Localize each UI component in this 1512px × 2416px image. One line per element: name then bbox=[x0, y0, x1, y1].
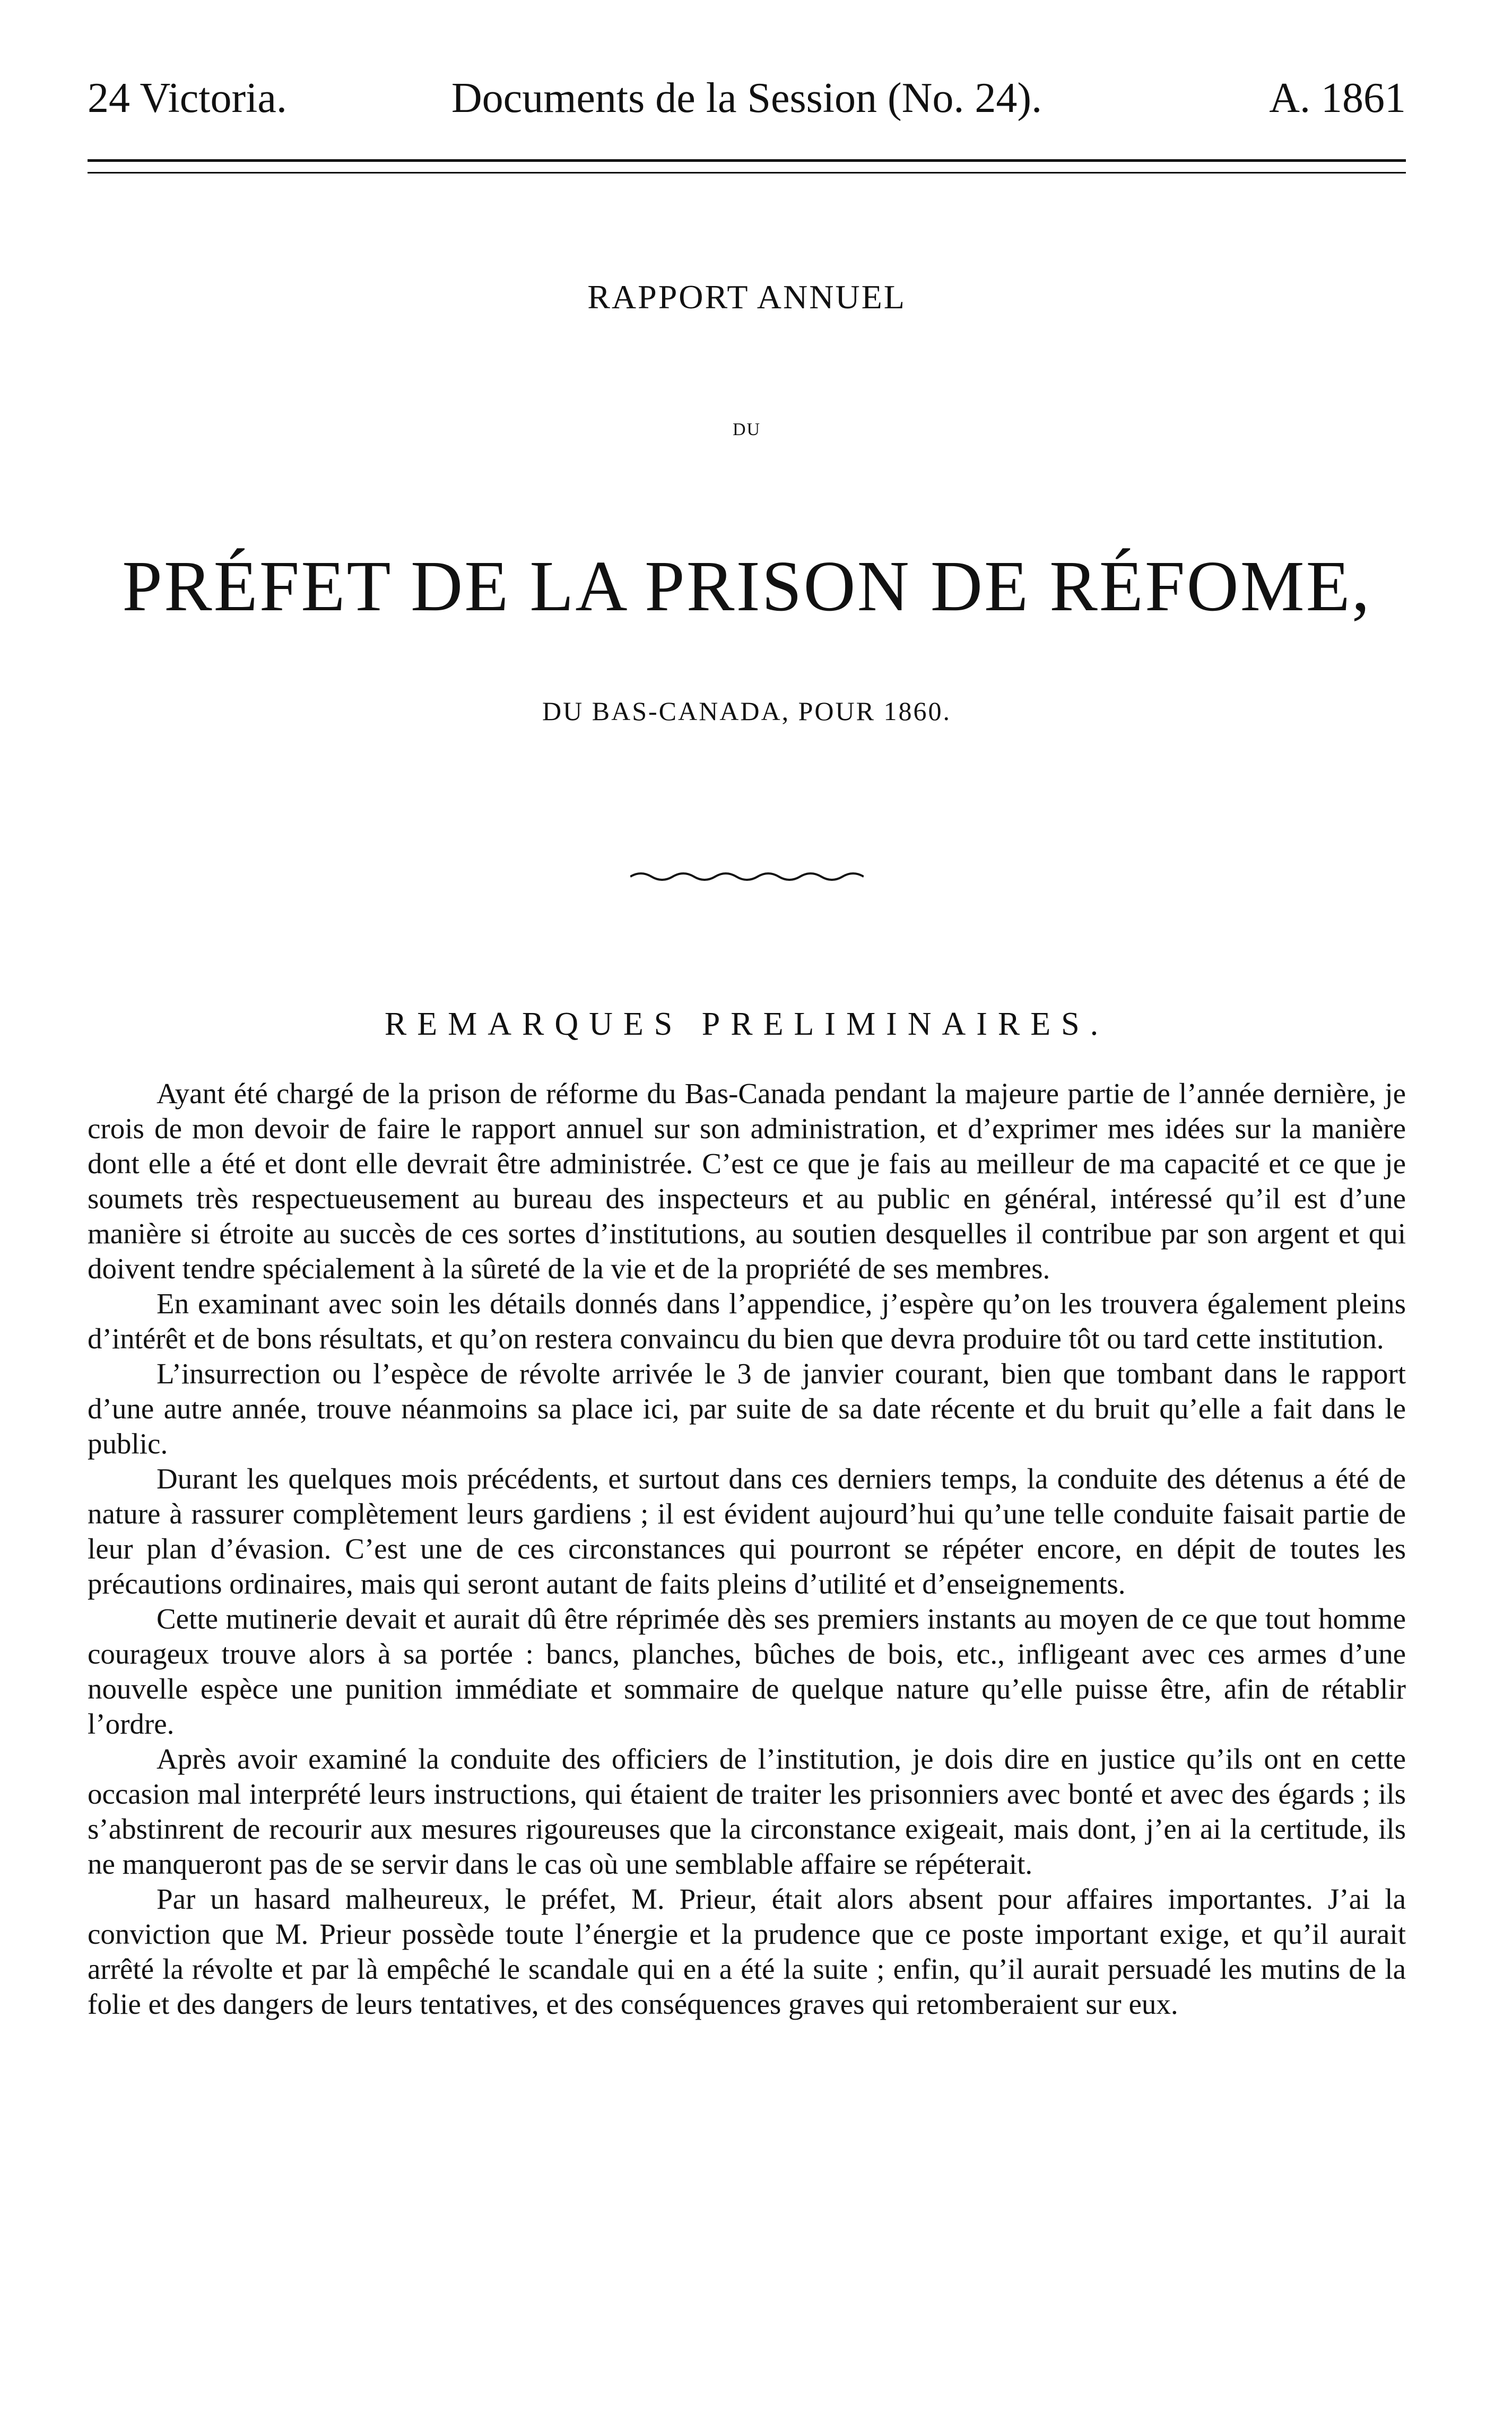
section-heading: REMARQUES PRELIMINAIRES. bbox=[384, 1006, 1109, 1042]
title-du: DU bbox=[732, 420, 761, 439]
paragraph: Par un hasard malheureux, le préfet, M. Prieur, était alors absent pour affaires importantes. J’ai la conviction que M. Prieur possède toute l’énergie et la prudence que ce poste important exige, et qu’il aurait arrêté la révolte et par là empêché le scandale qui en a été la suite ; enfin, qu’il aurait persuadé les mutins de la folie et des dangers de leurs tentatives, et des conséquences graves qui retomberaient sur eux. bbox=[88, 1883, 1406, 2020]
header-center: Documents de la Session (No. 24). bbox=[451, 75, 1042, 122]
wavy-line-icon bbox=[630, 870, 864, 883]
header-rule-thick bbox=[88, 159, 1406, 162]
paragraph: En examinant avec soin les détails donnés dans l’appendice, j’espère qu’on les trouvera également pleins d’intérêt et de bons résultats, et qu’on restera convaincu du bien que devra produire tôt ou tard cette institution. bbox=[88, 1287, 1406, 1355]
body-text bbox=[88, 1076, 1406, 2022]
title-sub: DU BAS-CANADA, POUR 1860. bbox=[542, 696, 951, 726]
header-right: A. 1861 bbox=[1269, 75, 1406, 122]
header-left: 24 Victoria. bbox=[88, 75, 287, 122]
paragraph: L’insurrection ou l’espèce de révolte arrivée le 3 de janvier courant, bien que tombant dans le rapport d’une autre année, trouve néanmoins sa place ici, par suite de sa date récente et du bruit qu’elle a fait dans le public. bbox=[88, 1357, 1406, 1460]
paragraph: Cette mutinerie devait et aurait dû être réprimée dès ses premiers instants au moyen de ce que tout homme courageux trouve alors à sa portée : bancs, planches, bûches de bois, etc., infligeant avec ces armes d’une nouvelle espèce une punition immédiate et sommaire de quelque nature qu’elle puisse être, afin de rétablir l’ordre. bbox=[88, 1603, 1406, 1740]
paragraph: Durant les quelques mois précédents, et surtout dans ces derniers temps, la conduite des détenus a été de nature à rassurer complètement leurs gardiens ; il est évident aujourd’hui qu’une telle conduite faisait partie de leur plan d’évasion. C’est une de ces circonstances qui pourront se répéter encore, en dépit de toutes les précautions ordinaires, mais qui seront autant de faits pleins d’utilité et d’enseignements. bbox=[88, 1462, 1406, 1600]
paragraph: Ayant été chargé de la prison de réforme du Bas-Canada pendant la majeure partie de l’année dernière, je crois de mon devoir de faire le rapport annuel sur son administration, et d’exprimer mes idées sur la manière dont elle a été et dont elle devrait être administrée. C’est ce que je fais au meilleur de ma capacité et ce que je soumets très respectueusement au bureau des inspecteurs et au public en général, intéressé qu’il est d’une manière si étroite au succès de ces sortes d’institutions, au soutien desquelles il contribue par son argent et qui doivent tendre spécialement à la sûreté de la vie et de la propriété de ses membres. bbox=[88, 1077, 1406, 1285]
running-header bbox=[88, 74, 1406, 122]
title-rapport: RAPPORT ANNUEL bbox=[587, 278, 906, 316]
header-rule-thin bbox=[88, 172, 1406, 174]
title-main: PRÉFET DE LA PRISON DE RÉFOME, bbox=[122, 547, 1371, 626]
ornament-divider bbox=[88, 870, 1406, 886]
paragraph: Après avoir examiné la conduite des officiers de l’institution, je dois dire en justice qu’ils ont en cette occasion mal interprété leurs instructions, qui étaient de traiter les prisonniers avec bonté et avec des égards ; ils s’abstinrent de recourir aux mesures rigoureuses que la circonstance exigeait, mais dont, j’en ai la certitude, ils ne manqueront pas de se servir dans le cas où une semblable affaire se répéterait. bbox=[88, 1743, 1406, 1880]
